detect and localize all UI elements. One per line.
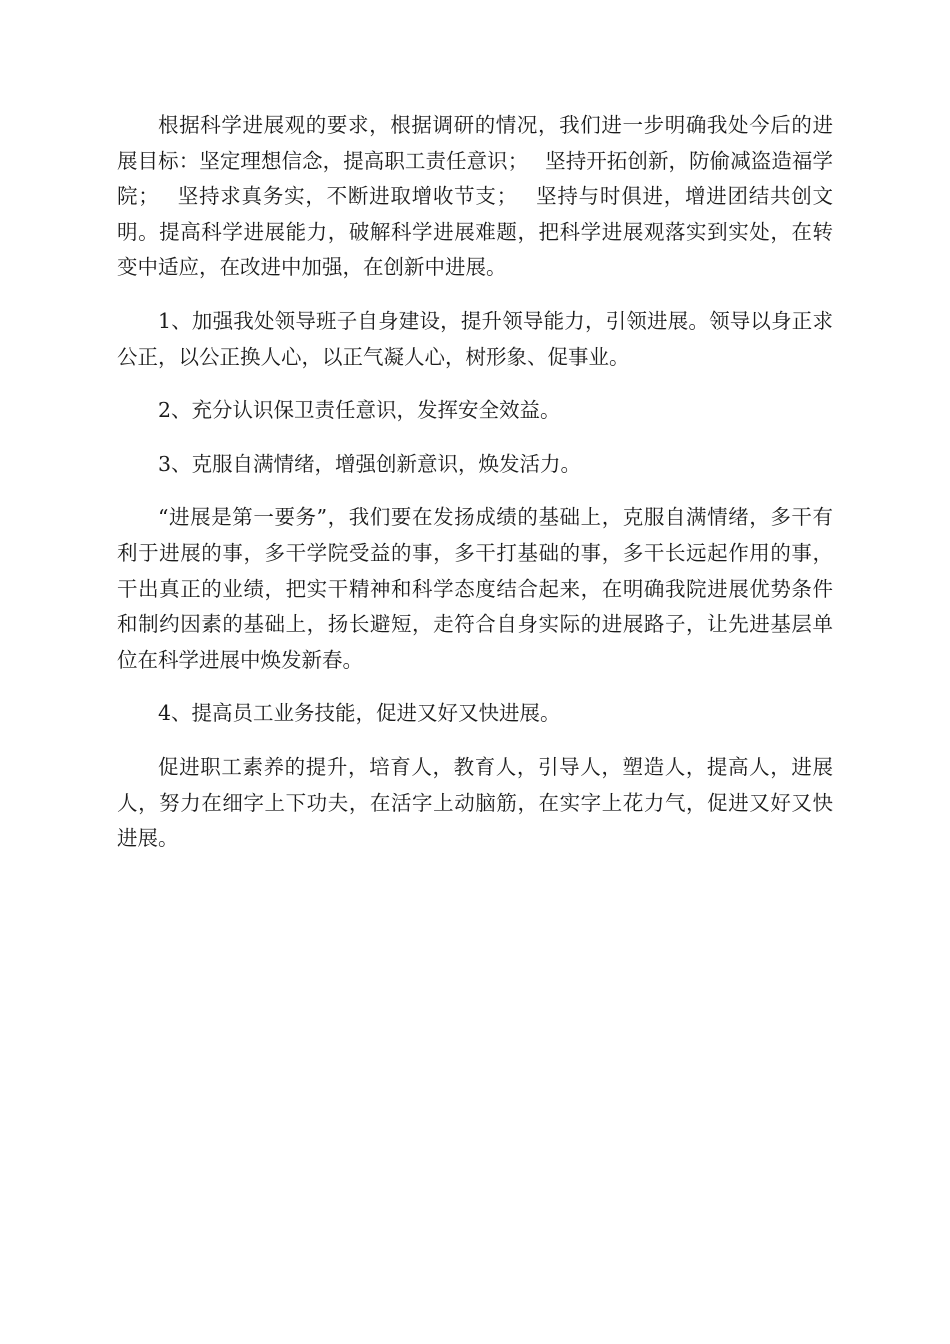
paragraph-item-2: 2、充分认识保卫责任意识，发挥安全效益。 bbox=[158, 398, 561, 423]
document-body bbox=[117, 108, 833, 875]
paragraph-staff-quality: 促进职工素养的提升，培育人，教育人，引导人，塑造人，提高人，进展人，努力在细字上下功夫，在活字上动脑筋，在实字上花力气，促进又好又快进展。 bbox=[117, 754, 833, 851]
paragraph-goals: 根据科学进展观的要求，根据调研的情况，我们进一步明确我处今后的进展目标：坚定理想信念，提高职工责任意识； 坚持开拓创新，防偷减盗造福学院； 坚持求真务实，不断进取增收节支； 坚持与时俱进，增进团结共创文明。提高科学进展能力，破解科学进展难题，把科学进展观落实到实处，在转变中适应，在改进中加强，在创新中进展。 bbox=[117, 113, 833, 280]
paragraph-item-3: 3、克服自满情绪，增强创新意识，焕发活力。 bbox=[158, 451, 582, 476]
paragraph-item-1: 1、加强我处领导班子自身建设，提升领导能力，引领进展。领导以身正求公正，以公正换人心，以正气凝人心，树形象、促事业。 bbox=[117, 308, 833, 369]
paragraph-development: “进展是第一要务”，我们要在发扬成绩的基础上，克服自满情绪，多干有利于进展的事，多干学院受益的事，多干打基础的事，多干长远起作用的事，干出真正的业绩，把实干精神和科学态度结合起来，在明确我院进展优势条件和制约因素的基础上，扬长避短，走符合自身实际的进展路子，让先进基层单位在科学进展中焕发新春。 bbox=[117, 505, 833, 672]
paragraph-item-4: 4、提高员工业务技能，促进又好又快进展。 bbox=[158, 701, 561, 726]
